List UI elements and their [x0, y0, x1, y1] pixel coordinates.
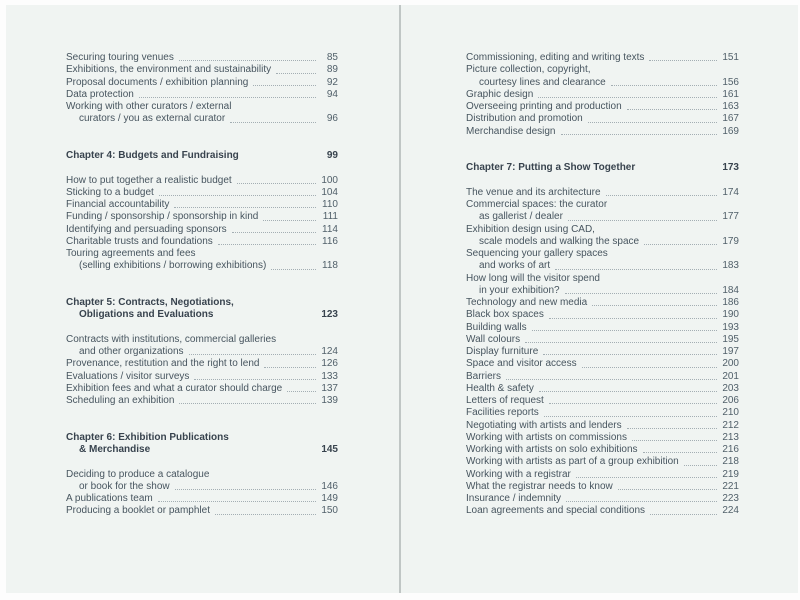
toc-page-number: 203: [722, 382, 739, 394]
toc-page-number: 145: [321, 444, 338, 455]
toc-leader-dots: [544, 416, 717, 417]
toc-page-number: 212: [722, 419, 739, 431]
toc-entry-group: [66, 175, 338, 273]
toc-entry-title: Deciding to produce a catalogue: [66, 468, 210, 480]
toc-page-number: 116: [322, 235, 338, 247]
toc-entry-line: [66, 187, 338, 199]
toc-entry-title: The venue and its architecture: [466, 186, 601, 198]
toc-entry-title: Insurance / indemnity: [466, 493, 562, 504]
toc-entry-title: How to put together a realistic budget: [66, 174, 232, 186]
toc-leader-dots: [253, 85, 316, 86]
toc-entry-title: Exhibition design using CAD,: [466, 223, 595, 235]
toc-entry-line: [66, 89, 338, 101]
toc-leader-dots: [139, 97, 316, 98]
toc-entry-line: [466, 113, 739, 125]
toc-entry-line: [66, 469, 338, 481]
toc-entry-title: or book for the show: [79, 480, 170, 492]
toc-entry-title: Loan agreements and special conditions: [466, 505, 646, 517]
toc-page-number: 206: [722, 395, 739, 406]
toc-page-number: 118: [322, 260, 338, 272]
toc-entry-title: Identifying and persuading sponsors: [66, 223, 227, 235]
toc-entry-line: [66, 64, 338, 76]
toc-leader-dots: [532, 330, 717, 331]
toc-entry-line: [466, 469, 739, 481]
toc-entry-title: Display furniture: [466, 346, 539, 357]
toc-entry-line: [466, 432, 739, 444]
toc-entry-title: Commercial spaces: the curator: [466, 199, 608, 210]
toc-leader-dots: [232, 232, 316, 233]
toc-leader-dots: [566, 501, 717, 502]
toc-entry-title: Overseeing printing and production: [466, 101, 622, 112]
toc-page-number: 151: [722, 52, 739, 63]
toc-chapter-title: Obligations and Evaluations: [79, 309, 214, 321]
toc-page-number: 100: [321, 174, 338, 186]
toc-page-number: 89: [326, 64, 338, 76]
toc-entry-title: Commissioning, editing and writing texts: [466, 52, 645, 63]
toc-entry-title: Contracts with institutions, commercial galleries: [66, 333, 277, 345]
toc-entry-line: [466, 383, 739, 395]
toc-entry-title: Financial accountability: [66, 199, 170, 210]
toc-page-number: 126: [321, 358, 338, 370]
toc-entry-title: Proposal documents / exhibition planning: [66, 76, 249, 88]
toc-page-number: 174: [722, 186, 739, 198]
toc-leader-dots: [506, 379, 717, 380]
toc-page-number: 193: [722, 321, 739, 333]
toc-entry-line: [466, 322, 739, 334]
toc-leader-dots: [525, 342, 717, 343]
toc-page-number: 218: [722, 456, 739, 468]
toc-entry-line: [466, 505, 739, 517]
toc-entry-line: [466, 309, 739, 321]
toc-entry-title: Working with other curators / external: [66, 101, 232, 112]
toc-chapter-line: [66, 444, 338, 456]
toc-entry-line: [66, 481, 338, 493]
toc-entry-line: [66, 334, 338, 346]
toc-entry-group: [66, 469, 338, 518]
toc-page-number: 99: [326, 150, 338, 161]
toc-entry-group: [466, 52, 739, 138]
toc-entry-title: Touring agreements and fees: [66, 248, 196, 259]
toc-page-number: 146: [321, 480, 338, 492]
toc-entry-line: [466, 187, 739, 199]
toc-leader-dots: [650, 514, 717, 515]
toc-entry-title: Sequencing your gallery spaces: [466, 248, 608, 259]
toc-entry-title: Building walls: [466, 321, 527, 333]
toc-entry-line: [66, 101, 338, 113]
toc-chapter-title: Chapter 5: Contracts, Negotiations,: [66, 297, 234, 308]
toc-leader-dots: [684, 465, 717, 466]
toc-page-number: 184: [722, 284, 739, 296]
toc-leader-dots: [618, 489, 717, 490]
toc-entry-title: Wall colours: [466, 333, 521, 345]
toc-entry-line: [466, 199, 739, 211]
toc-entry-line: [466, 481, 739, 493]
toc-entry-line: [66, 113, 338, 125]
toc-entry-line: [66, 395, 338, 407]
toc-entry-line: [66, 358, 338, 370]
toc-entry-line: [466, 358, 739, 370]
toc-entry-line: [466, 52, 739, 64]
toc-entry-line: [66, 224, 338, 236]
toc-entry-line: [466, 371, 739, 383]
toc-leader-dots: [174, 207, 316, 208]
toc-entry-title: courtesy lines and clearance: [479, 76, 606, 88]
toc-entry-line: [466, 456, 739, 468]
toc-entry-line: [466, 64, 739, 76]
toc-leader-dots: [538, 97, 717, 98]
toc-entry-title: Producing a booklet or pamphlet: [66, 505, 210, 517]
toc-leader-dots: [179, 60, 316, 61]
toc-page-number: 216: [722, 444, 739, 455]
toc-entry-title: Graphic design: [466, 88, 534, 100]
toc-entry-title: Sticking to a budget: [66, 186, 154, 198]
toc-entry-line: [66, 236, 338, 248]
toc-entry-line: [66, 52, 338, 64]
toc-page-number: 213: [722, 431, 739, 443]
toc-entry-title: Merchandise design: [466, 125, 556, 137]
toc-entry-title: Technology and new media: [466, 297, 588, 308]
toc-leader-dots: [237, 183, 316, 184]
toc-leader-dots: [271, 269, 316, 270]
toc-entry-line: [66, 371, 338, 383]
toc-entry-title: How long will the visitor spend: [466, 272, 600, 284]
toc-leader-dots: [263, 220, 316, 221]
toc-entry-line: [466, 236, 739, 248]
toc-leader-dots: [543, 354, 717, 355]
toc-entry-title: Working with artists as part of a group exhibition: [466, 456, 679, 468]
toc-leader-dots: [561, 134, 718, 135]
toc-page-number: 195: [722, 333, 739, 345]
toc-leader-dots: [158, 501, 316, 502]
toc-entry-line: [466, 444, 739, 456]
toc-entry-title: Working with artists on solo exhibitions: [466, 444, 638, 455]
page-gutter: [399, 5, 401, 593]
toc-entry-line: [66, 346, 338, 358]
toc-leader-dots: [565, 293, 717, 294]
toc-entry-line: [466, 297, 739, 309]
toc-entry-title: Scheduling an exhibition: [66, 395, 175, 406]
toc-leader-dots: [549, 403, 717, 404]
toc-entry-title: Data protection: [66, 88, 134, 100]
toc-page-number: 123: [321, 309, 338, 321]
toc-chapter-title: Chapter 6: Exhibition Publications: [66, 431, 229, 443]
toc-entry-title: Facilities reports: [466, 407, 539, 419]
toc-chapter-heading: [66, 150, 338, 162]
toc-leader-dots: [588, 122, 717, 123]
toc-page-number: 173: [722, 162, 739, 174]
toc-entry-title: Evaluations / visitor surveys: [66, 370, 190, 382]
toc-entry-title: as gallerist / dealer: [479, 211, 563, 223]
toc-entry-title: Negotiating with artists and lenders: [466, 419, 622, 431]
toc-leader-dots: [218, 244, 316, 245]
toc-page-number: 139: [321, 395, 338, 406]
toc-page-number: 85: [326, 52, 338, 63]
toc-entry-line: [466, 211, 739, 223]
toc-entry-group: [466, 187, 739, 518]
toc-entry-line: [66, 175, 338, 187]
toc-chapter-line: [66, 432, 338, 444]
toc-entry-line: [66, 248, 338, 260]
toc-entry-title: A publications team: [66, 493, 153, 504]
toc-entry-line: [466, 420, 739, 432]
toc-entry-title: Picture collection, copyright,: [466, 64, 591, 76]
toc-leader-dots: [230, 122, 316, 123]
toc-entry-line: [66, 77, 338, 89]
book-spread: [6, 5, 798, 593]
toc-page-number: 177: [722, 211, 739, 223]
toc-leader-dots: [576, 477, 717, 478]
toc-page-number: 200: [722, 358, 739, 370]
toc-column-left: [66, 52, 338, 518]
toc-column-right: [466, 52, 739, 518]
toc-page-number: 167: [722, 113, 739, 125]
toc-page-number: 210: [722, 407, 739, 419]
toc-chapter-title: & Merchandise: [79, 444, 151, 455]
toc-entry-line: [466, 407, 739, 419]
toc-entry-title: Securing touring venues: [66, 52, 174, 63]
toc-entry-title: What the registrar needs to know: [466, 480, 613, 492]
toc-page-number: 156: [722, 76, 739, 88]
toc-entry-line: [466, 77, 739, 89]
toc-chapter-line: [466, 162, 739, 174]
toc-leader-dots: [649, 60, 717, 61]
toc-leader-dots: [194, 379, 316, 380]
toc-entry-line: [466, 346, 739, 358]
toc-entry-title: Barriers: [466, 370, 502, 382]
toc-page-number: 150: [321, 505, 338, 517]
toc-entry-line: [466, 493, 739, 505]
toc-chapter-line: [66, 150, 338, 162]
toc-page-number: 201: [722, 370, 739, 382]
toc-chapter-title: Chapter 4: Budgets and Fundraising: [66, 150, 239, 161]
toc-page-number: 110: [322, 199, 338, 210]
toc-page-number: 223: [722, 493, 739, 504]
toc-page-number: 219: [722, 468, 739, 480]
toc-leader-dots: [627, 428, 717, 429]
toc-page-number: 96: [326, 113, 338, 125]
toc-entry-title: and works of art: [479, 260, 551, 272]
toc-chapter-line: [66, 309, 338, 321]
toc-leader-dots: [606, 195, 717, 196]
toc-page-number: 190: [722, 309, 739, 321]
toc-entry-title: Exhibition fees and what a curator should charge: [66, 382, 283, 394]
toc-entry-title: Health & safety: [466, 382, 534, 394]
toc-leader-dots: [287, 391, 316, 392]
toc-chapter-title: Chapter 7: Putting a Show Together: [466, 162, 636, 174]
toc-entry-group: [66, 52, 338, 126]
toc-chapter-heading: [466, 162, 739, 174]
toc-entry-line: [66, 383, 338, 395]
toc-entry-line: [66, 211, 338, 223]
toc-page-number: 221: [722, 480, 739, 492]
toc-entry-line: [466, 248, 739, 260]
toc-page-number: 114: [322, 223, 338, 235]
toc-entry-title: in your exhibition?: [479, 284, 560, 296]
toc-entry-line: [466, 126, 739, 138]
toc-entry-title: Provenance, restitution and the right to lend: [66, 358, 260, 370]
toc-entry-line: [66, 199, 338, 211]
toc-entry-line: [466, 395, 739, 407]
toc-leader-dots: [611, 85, 717, 86]
toc-page-number: 137: [321, 382, 338, 394]
toc-page-number: 111: [322, 211, 338, 223]
toc-entry-line: [466, 285, 739, 297]
toc-entry-line: [66, 493, 338, 505]
toc-entry-title: (selling exhibitions / borrowing exhibitions): [79, 260, 267, 272]
toc-page-number: 133: [321, 370, 338, 382]
toc-leader-dots: [568, 220, 717, 221]
toc-entry-line: [466, 89, 739, 101]
toc-entry-title: Space and visitor access: [466, 358, 577, 370]
toc-entry-line: [466, 101, 739, 113]
toc-page-number: 104: [321, 186, 338, 198]
toc-entry-title: Letters of request: [466, 395, 544, 406]
toc-entry-title: Exhibitions, the environment and sustainability: [66, 64, 272, 76]
toc-page-number: 169: [722, 125, 739, 137]
toc-page-number: 149: [321, 493, 338, 504]
toc-leader-dots: [276, 73, 316, 74]
toc-entry-group: [66, 334, 338, 408]
toc-leader-dots: [627, 109, 717, 110]
toc-entry-title: Black box spaces: [466, 309, 544, 321]
toc-page-number: 197: [722, 346, 739, 357]
toc-leader-dots: [175, 489, 316, 490]
toc-leader-dots: [215, 514, 316, 515]
toc-entry-title: and other organizations: [79, 346, 184, 357]
toc-page-number: 186: [722, 297, 739, 308]
toc-leader-dots: [189, 354, 316, 355]
toc-page-number: 94: [326, 88, 338, 100]
toc-entry-line: [466, 224, 739, 236]
toc-page-number: 183: [722, 260, 739, 272]
toc-page-number: 224: [722, 505, 739, 517]
toc-entry-title: Working with a registrar: [466, 468, 571, 480]
toc-page-number: 161: [722, 88, 739, 100]
toc-entry-line: [466, 334, 739, 346]
toc-entry-title: Funding / sponsorship / sponsorship in kind: [66, 211, 259, 223]
toc-leader-dots: [179, 403, 316, 404]
toc-leader-dots: [555, 269, 717, 270]
toc-entry-title: scale models and walking the space: [479, 235, 640, 247]
toc-leader-dots: [592, 305, 717, 306]
toc-entry-title: Charitable trusts and foundations: [66, 235, 213, 247]
toc-entry-title: Working with artists on commissions: [466, 431, 627, 443]
toc-entry-title: Distribution and promotion: [466, 113, 583, 125]
toc-page-number: 124: [321, 346, 338, 357]
toc-chapter-line: [66, 297, 338, 309]
toc-leader-dots: [549, 318, 717, 319]
toc-page-number: 92: [326, 76, 338, 88]
toc-entry-line: [466, 273, 739, 285]
toc-chapter-heading: [66, 432, 338, 457]
toc-chapter-heading: [66, 297, 338, 322]
toc-entry-line: [466, 260, 739, 272]
toc-entry-line: [66, 260, 338, 272]
toc-leader-dots: [643, 452, 717, 453]
toc-page-number: 163: [722, 101, 739, 112]
toc-page-number: 179: [722, 235, 739, 247]
toc-leader-dots: [632, 440, 717, 441]
toc-entry-title: curators / you as external curator: [79, 113, 226, 125]
toc-leader-dots: [264, 367, 316, 368]
toc-leader-dots: [644, 244, 717, 245]
toc-leader-dots: [539, 391, 717, 392]
toc-leader-dots: [582, 367, 717, 368]
toc-leader-dots: [159, 195, 316, 196]
toc-entry-line: [66, 505, 338, 517]
